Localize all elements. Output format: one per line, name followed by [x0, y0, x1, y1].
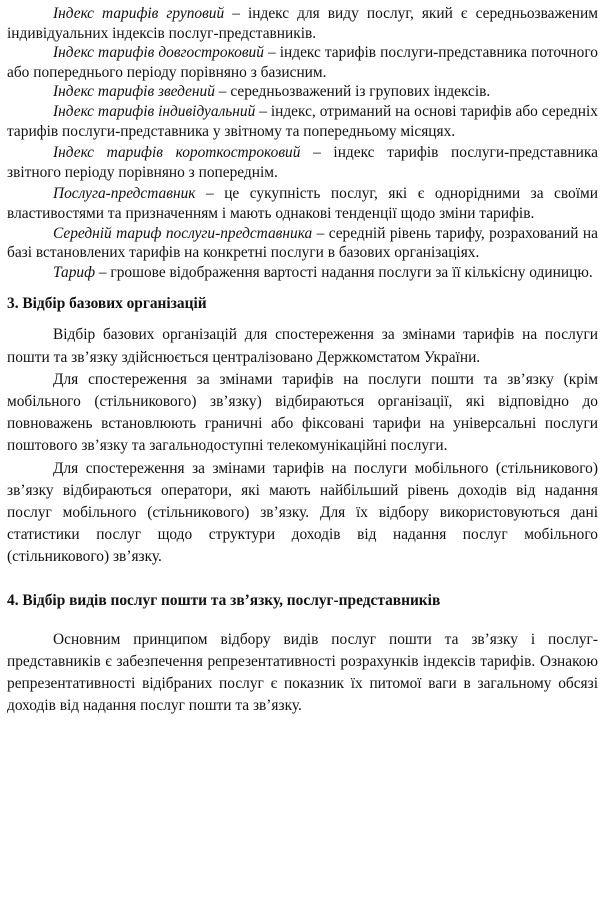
definition-text: – індекс тарифів послуги-представника поточного або попереднього періоду порівняно з базисним.: [7, 44, 598, 81]
section-service-selection: [7, 591, 598, 717]
section-heading: 3. Відбір базових організацій: [7, 295, 207, 313]
definition-term: Тариф: [53, 263, 96, 281]
definition-text: – це сукупність послуг, які є однорідними за своїми властивостями та призначенням і мають однакові тенденції щодо зміни тарифів.: [7, 185, 598, 222]
section-heading: 4. Відбір видів послуг пошти та зв’язку, послуг-представників: [7, 591, 441, 609]
section-paragraph: Для спостереження за змінами тарифів на послуги мобільного (стільникового) зв’язку відбираються оператори, які мають найбільший рівень доходів від надання послуг мобільного (стільникового) зв’язку. Для їх відбору використовуються дані статистики послуг щодо структури доходів від надання послуг мобільного (стільникового) зв’язку.: [7, 459, 598, 566]
definition-term: Індекс тарифів довгостроковий: [53, 44, 264, 62]
definition-term: Індекс тарифів зведений: [53, 83, 215, 101]
definition-text: – середній рівень тарифу, розрахований на базі встановлених тарифів на конкретні послуги в базових організаціях.: [7, 224, 598, 262]
definition-item: [7, 43, 598, 82]
definition-item: [7, 263, 598, 283]
definition-item: [7, 4, 598, 43]
definition-term: Середній тариф послуги-представника: [53, 224, 313, 242]
definition-term: Індекс тарифів короткостроковий: [53, 144, 301, 162]
definition-item: [7, 102, 598, 141]
definition-text: – середньозважений із групових індексів.: [214, 83, 491, 101]
section-paragraph: Відбір базових організацій для спостереження за змінами тарифів на послуги пошти та зв’язку здійснюється централізовано Держкомстатом України.: [7, 326, 598, 366]
section-paragraph: Для спостереження за змінами тарифів на послуги пошти та зв’язку (крім мобільного (стільникового) зв’язку) відбираються організації, які відповідно до повноважень встановлюють граничні або фіксовані тарифи на універсальні послуги поштового зв’язку та загальнодоступні телекомунікаційні послуги.: [7, 370, 598, 455]
definition-item: [7, 184, 598, 223]
definition-item: [7, 143, 598, 182]
definition-term: Послуга-представник: [53, 185, 196, 203]
definition-term: Індекс тарифів груповий: [53, 5, 225, 22]
definitions-list: [7, 4, 598, 282]
definition-term: Індекс тарифів індивідуальний: [53, 102, 256, 120]
definition-text: – грошове відображення вартості надання послуги за її кількісну одиницю.: [95, 263, 593, 281]
definition-item: [7, 82, 598, 102]
definition-item: [7, 224, 598, 263]
definition-text: – індекс для виду послуг, який є середньозваженим індивідуальних індексів послуг-представників.: [7, 5, 598, 42]
section-paragraph: Основним принципом відбору видів послуг пошти та зв’язку і послуг-представників є забезпечення репрезентативності розрахунків індексів тарифів. Ознакою репрезентативності відібраних послуг є показник їх питомої ваги в загальному обсязі доходів від надання послуг пошти та зв’язку.: [7, 630, 598, 714]
section-base-organizations: [7, 294, 598, 568]
definition-text: – індекс, отриманий на основі тарифів або середніх тарифів послуги-представника у звітному та попередньому місяцях.: [7, 102, 598, 140]
definition-text: – індекс тарифів послуги-представника звітного періоду порівняно з попереднім.: [7, 144, 598, 181]
